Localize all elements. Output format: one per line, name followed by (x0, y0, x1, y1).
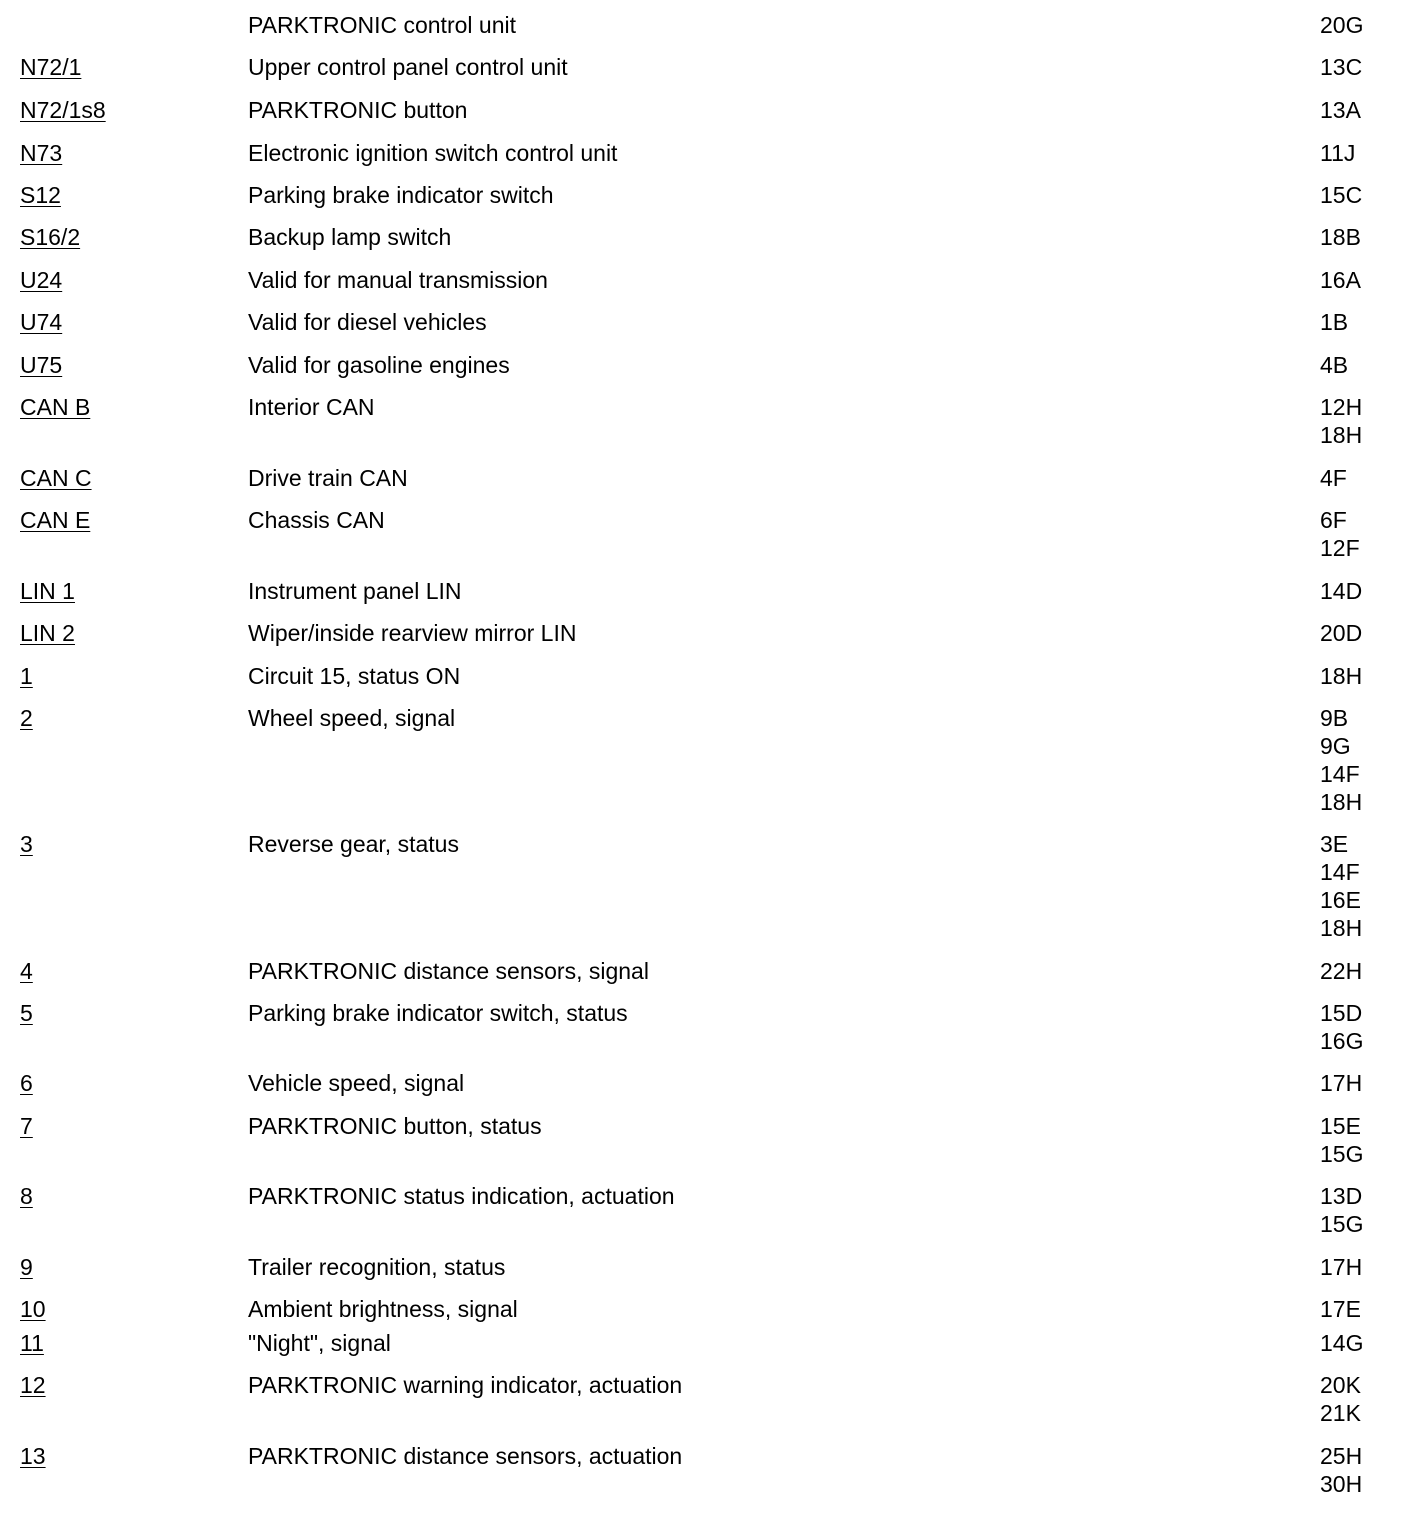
grid-reference-link[interactable]: 30H (1320, 1471, 1363, 1497)
grid-references (1320, 1182, 1363, 1238)
grid-reference-link[interactable]: 4B (1320, 352, 1349, 378)
component-description: Ambient brightness, signal (248, 1296, 518, 1322)
component-description: PARKTRONIC warning indicator, actuation (248, 1372, 683, 1398)
grid-reference-link[interactable]: 15D (1320, 1000, 1363, 1026)
grid-references (1320, 999, 1363, 1055)
grid-references (1320, 1295, 1361, 1323)
grid-references (1320, 393, 1362, 449)
grid-references (1320, 662, 1362, 690)
grid-reference-link[interactable]: 25H (1320, 1443, 1363, 1469)
grid-references (1320, 266, 1361, 294)
grid-reference-link[interactable]: 17H (1320, 1254, 1363, 1280)
grid-references (1320, 11, 1363, 39)
grid-references (1320, 181, 1362, 209)
component-code-link[interactable]: 10 (20, 1296, 46, 1322)
component-code-link[interactable]: 11 (20, 1330, 44, 1356)
grid-reference-link[interactable]: 14F (1320, 761, 1360, 787)
grid-reference-link[interactable]: 12F (1320, 535, 1360, 561)
component-code-link[interactable]: U75 (20, 352, 63, 378)
component-code-link[interactable]: 9 (20, 1254, 33, 1280)
grid-reference-link[interactable]: 9G (1320, 733, 1351, 759)
component-code-link[interactable]: 1 (20, 663, 33, 689)
grid-references (1320, 96, 1361, 124)
grid-references (1320, 1112, 1363, 1168)
component-code-link[interactable]: 6 (20, 1070, 33, 1096)
grid-reference-link[interactable]: 18B (1320, 224, 1361, 250)
grid-reference-link[interactable]: 22H (1320, 958, 1363, 984)
grid-reference-link[interactable]: 17H (1320, 1070, 1363, 1096)
component-code-link[interactable]: N72/1s8 (20, 97, 106, 123)
grid-reference-link[interactable]: 13A (1320, 97, 1361, 123)
component-description: Wiper/inside rearview mirror LIN (248, 620, 577, 646)
grid-reference-link[interactable]: 20D (1320, 620, 1363, 646)
grid-references (1320, 506, 1360, 562)
component-description: Reverse gear, status (248, 831, 459, 857)
component-code-link[interactable]: 8 (20, 1183, 33, 1209)
component-code-link[interactable]: 13 (20, 1443, 46, 1469)
grid-reference-link[interactable]: 9B (1320, 705, 1349, 731)
component-description: "Night", signal (248, 1330, 391, 1356)
grid-reference-link[interactable]: 20K (1320, 1372, 1361, 1398)
component-code-link[interactable]: N73 (20, 140, 63, 166)
component-code-link[interactable]: S12 (20, 182, 61, 208)
grid-references (1320, 1329, 1363, 1357)
grid-reference-link[interactable]: 14F (1320, 859, 1360, 885)
component-description: Electronic ignition switch control unit (248, 140, 618, 166)
grid-reference-link[interactable]: 14D (1320, 578, 1363, 604)
component-code-link[interactable]: 5 (20, 1000, 33, 1026)
grid-reference-link[interactable]: 18H (1320, 915, 1363, 941)
component-code-link[interactable]: LIN 1 (20, 578, 75, 604)
grid-references (1320, 577, 1362, 605)
component-description: PARKTRONIC distance sensors, signal (248, 958, 649, 984)
grid-reference-link[interactable]: 18H (1320, 789, 1363, 815)
grid-references (1320, 957, 1362, 985)
grid-references (1320, 619, 1362, 647)
component-description: Circuit 15, status ON (248, 663, 461, 689)
grid-reference-link[interactable]: 1B (1320, 309, 1349, 335)
component-description: Backup lamp switch (248, 224, 452, 250)
component-description: PARKTRONIC button (248, 97, 468, 123)
grid-references (1320, 139, 1355, 167)
grid-references (1320, 1442, 1362, 1498)
grid-references (1320, 464, 1347, 492)
grid-reference-link[interactable]: 16A (1320, 267, 1361, 293)
grid-references (1320, 308, 1348, 336)
grid-reference-link[interactable]: 11J (1320, 140, 1356, 166)
grid-references (1320, 1253, 1362, 1281)
component-description: PARKTRONIC control unit (248, 12, 516, 38)
component-description: Valid for manual transmission (248, 267, 548, 293)
component-code-link[interactable]: 12 (20, 1372, 46, 1398)
component-description: Parking brake indicator switch (248, 182, 554, 208)
grid-reference-link[interactable]: 6F (1320, 507, 1347, 533)
grid-reference-link[interactable]: 14G (1320, 1330, 1364, 1356)
component-code-link[interactable]: S16/2 (20, 224, 81, 250)
component-description: PARKTRONIC status indication, actuation (248, 1183, 675, 1209)
component-code-link[interactable]: LIN 2 (20, 620, 75, 646)
grid-reference-link[interactable]: 15E (1320, 1113, 1361, 1139)
grid-reference-link[interactable]: 13D (1320, 1183, 1363, 1209)
grid-reference-link[interactable]: 4F (1320, 465, 1347, 491)
grid-reference-link[interactable]: 21K (1320, 1400, 1361, 1426)
grid-reference-link[interactable]: 15G (1320, 1141, 1364, 1167)
component-description: PARKTRONIC button, status (248, 1113, 542, 1139)
grid-reference-link[interactable]: 16G (1320, 1028, 1364, 1054)
grid-references (1320, 53, 1362, 81)
component-description: Drive train CAN (248, 465, 408, 491)
grid-reference-link[interactable]: 20G (1320, 12, 1364, 38)
component-code-link[interactable]: 2 (20, 705, 33, 731)
grid-references (1320, 1371, 1361, 1427)
component-description: Parking brake indicator switch, status (248, 1000, 628, 1026)
grid-reference-link[interactable]: 18H (1320, 422, 1363, 448)
component-description: Interior CAN (248, 394, 375, 420)
component-description: PARKTRONIC distance sensors, actuation (248, 1443, 683, 1469)
grid-reference-link[interactable]: 15G (1320, 1211, 1364, 1237)
grid-reference-link[interactable]: 16E (1320, 887, 1361, 913)
component-description: Instrument panel LIN (248, 578, 462, 604)
grid-reference-link[interactable]: 3E (1320, 831, 1349, 857)
component-code-link[interactable]: CAN E (20, 507, 91, 533)
component-description: Valid for gasoline engines (248, 352, 510, 378)
component-code-link[interactable]: 4 (20, 958, 33, 984)
component-code-link[interactable]: 3 (20, 831, 33, 857)
component-description: Wheel speed, signal (248, 705, 456, 731)
grid-reference-link[interactable]: 18H (1320, 663, 1363, 689)
grid-reference-link[interactable]: 15C (1320, 182, 1363, 208)
component-code-link[interactable]: 7 (20, 1113, 33, 1139)
component-description: Upper control panel control unit (248, 54, 568, 80)
component-description: Vehicle speed, signal (248, 1070, 465, 1096)
component-description: Valid for diesel vehicles (248, 309, 487, 335)
component-description: Trailer recognition, status (248, 1254, 506, 1280)
component-code-link[interactable]: CAN B (20, 394, 91, 420)
grid-reference-link[interactable]: 12H (1320, 394, 1363, 420)
grid-reference-link[interactable]: 17E (1320, 1296, 1361, 1322)
component-description: Chassis CAN (248, 507, 385, 533)
grid-references (1320, 830, 1362, 942)
grid-references (1320, 704, 1362, 816)
component-code-link[interactable]: CAN C (20, 465, 92, 491)
grid-reference-link[interactable]: 13C (1320, 54, 1363, 80)
component-code-link[interactable]: N72/1 (20, 54, 82, 80)
grid-references (1320, 351, 1348, 379)
grid-references (1320, 223, 1361, 251)
grid-references (1320, 1069, 1362, 1097)
component-code-link[interactable]: U24 (20, 267, 63, 293)
component-code-link[interactable]: U74 (20, 309, 63, 335)
